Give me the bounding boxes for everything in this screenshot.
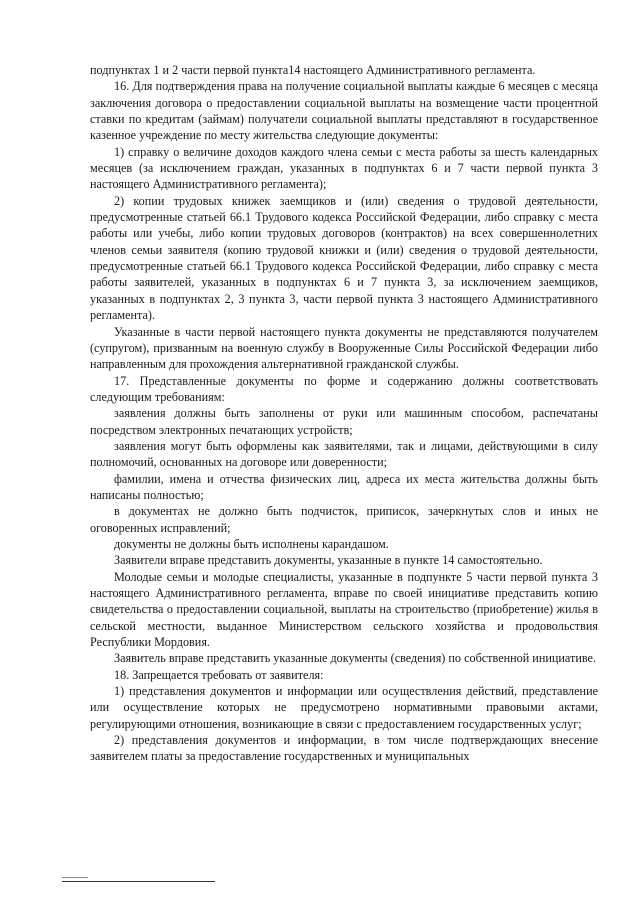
paragraph: 1) справку о величине доходов каждого члена семьи с места работы за шесть календарных месяцев (за исключением граждан, указанных в подпунктах 6 и 7 части первой пункта 3 настоящего Административного регламента); [90, 144, 598, 192]
paragraph: 16. Для подтверждения права на получение социальной выплаты каждые 6 месяцев с месяца заключения договора о предоставлении социальной выплаты на возмещение части процентной ставки по кредитам (займам) получатели социальной выплаты представляют в государственное казенное учреждение по месту жительства следующие документы: [90, 79, 598, 143]
paragraph: Молодые семьи и молодые специалисты, указанные в подпункте 5 части первой пункта 3 настоящего Административного регламента, вправе по своей инициативе представить копию свидетельства о предоставлении социальной, выплаты на строительство (приобретение) жилья в сельской местности, выданное Министерством сельского хозяйства и продовольствия Республики Мордовия. [90, 569, 598, 650]
paragraph: Заявитель вправе представить указанные документы (сведения) по собственной инициативе. [114, 651, 596, 666]
paragraph: Указанные в части первой настоящего пункта документы не представляются получателем (супругом), призванным на военную службу в Вооруженные Силы Российской Федерации либо направленным для прохождения альтернативной гражданской службы. [90, 324, 598, 372]
paragraph: заявления могут быть оформлены как заявителями, так и лицами, действующими в силу полномочий, основанных на договоре или доверенности; [90, 438, 598, 470]
paragraph: 18. Запрещается требовать от заявителя: [114, 667, 324, 682]
paragraph: Заявители вправе представить документы, указанные в пункте 14 самостоятельно. [114, 553, 543, 568]
document-body [90, 62, 598, 765]
footnote-separator-line [62, 881, 215, 882]
paragraph: заявления должны быть заполнены от руки или машинным способом, распечатаны посредством электронных печатающих устройств; [90, 406, 598, 437]
paragraph: в документах не должно быть подчисток, приписок, зачеркнутых слов и иных не оговоренных исправлений; [90, 504, 598, 535]
paragraph: 1) представления документов и информации или осуществления действий, представление или осуществление которых не предусмотрено нормативными правовыми актами, регулирующими отношения, возникающие в связи с предоставлением государственных услуг; [90, 684, 598, 731]
paragraph: документы не должны быть исполнены карандашом. [114, 536, 389, 551]
paragraph: 2) копии трудовых книжек заемщиков и (или) сведения о трудовой деятельности, предусмотренные статьей 66.1 Трудового кодекса Российской Федерации, либо справку с места работы или учебы, либо копии трудовых договоров (контрактов) на всех совершеннолетних членов семьи заявителя (копию трудовой книжки и (или) сведения о трудовой деятельности, предусмотренные статьей 66.1 Трудового кодекса Российской Федерации, либо справку с места работы заявителей, указанных в подпунктах 6 и 7 пункта 3, за исключением заемщиков, указанных в подпунктах 2, 3 пункта 3, части первой пункта 3 настоящего Административного регламента). [90, 193, 598, 323]
footnote-separator-mark [62, 877, 88, 878]
paragraph: 2) представления документов и информации, в том числе подтверждающих внесение заявителем платы за предоставление государственных и муниципальных [90, 733, 598, 764]
paragraph: 17. Представленные документы по форме и содержанию должны соответствовать следующим требованиям: [90, 373, 598, 404]
paragraph: подпунктах 1 и 2 части первой пункта14 настоящего Административного регламента. [90, 63, 536, 77]
paragraph: фамилии, имена и отчества физических лиц, адреса их места жительства должны быть написаны полностью; [90, 471, 598, 502]
